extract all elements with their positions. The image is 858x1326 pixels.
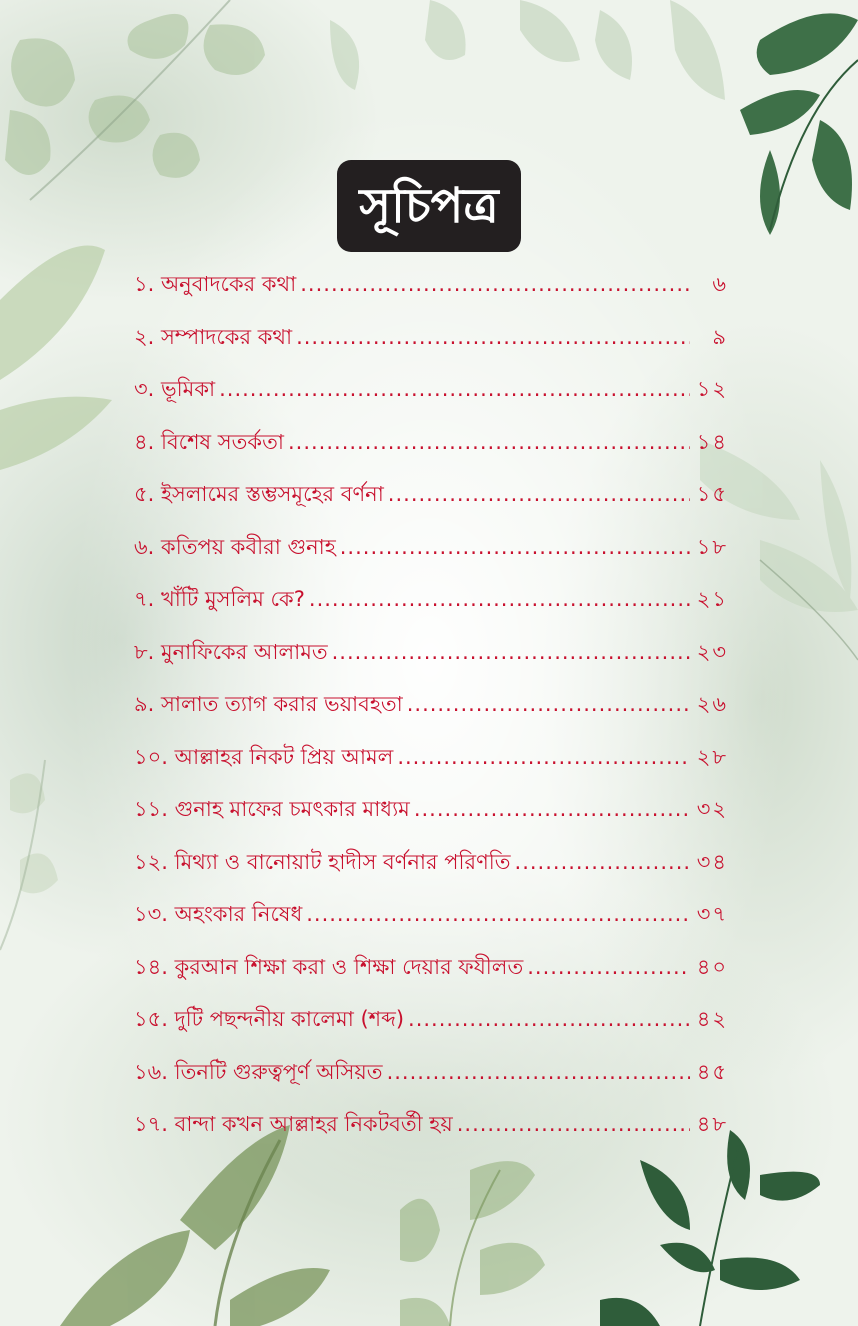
toc-item-page: ৯	[712, 324, 728, 349]
toc-item	[134, 472, 728, 525]
toc-leader-dots	[527, 945, 690, 989]
table-of-contents	[134, 262, 728, 1155]
toc-item	[134, 735, 728, 788]
toc-leader-dots	[457, 1102, 690, 1146]
title-box	[337, 160, 521, 252]
toc-leader-dots	[288, 420, 690, 464]
page-title: সূচিপত্র	[359, 178, 499, 234]
toc-leader-dots	[397, 735, 690, 779]
toc-item-page: ২৮	[696, 744, 728, 769]
toc-item-label: ৬. কতিপয় কবীরা গুনাহ	[134, 534, 336, 559]
toc-item-page: ৬	[712, 272, 728, 296]
toc-leader-dots	[515, 840, 690, 884]
toc-item	[134, 682, 728, 735]
toc-item-label: ২. সম্পাদকের কথা	[134, 324, 293, 349]
toc-item-page: ১৮	[696, 534, 728, 559]
toc-item	[134, 840, 728, 893]
toc-item-page: ৪০	[696, 954, 728, 979]
toc-item-label: ১২. মিথ্যা ও বানোয়াট হাদীস বর্ণনার পরিণতি	[134, 849, 511, 874]
toc-item	[134, 315, 728, 368]
toc-leader-dots	[407, 682, 690, 726]
toc-item-page: ৩৪	[696, 849, 728, 874]
toc-item	[134, 262, 728, 315]
toc-item	[134, 577, 728, 630]
toc-item-page: ৩২	[696, 797, 728, 821]
toc-leader-dots	[414, 787, 690, 831]
toc-item-page: ৩৭	[696, 902, 728, 926]
toc-item	[134, 997, 728, 1050]
toc-item	[134, 367, 728, 420]
toc-item-page: ২১	[696, 587, 728, 611]
toc-item-label: ১০. আল্লাহর নিকট প্রিয় আমল	[134, 744, 394, 769]
toc-leader-dots	[387, 1050, 690, 1094]
toc-leader-dots	[340, 525, 690, 569]
toc-item-page: ১৫	[696, 482, 728, 506]
toc-leader-dots	[408, 997, 690, 1041]
toc-item-page: ১৪	[696, 429, 728, 454]
toc-item-label: ১৬. তিনটি গুরুত্বপূর্ণ অসিয়ত	[134, 1059, 383, 1084]
toc-item-page: ২৩	[696, 639, 728, 664]
toc-leader-dots	[332, 630, 690, 674]
toc-item-label: ১৩. অহংকার নিষেধ	[134, 902, 303, 926]
toc-item-page: ৪২	[696, 1007, 728, 1031]
toc-item	[134, 525, 728, 578]
toc-item-page: ৪৮	[696, 1112, 728, 1136]
toc-item-page: ১২	[696, 377, 728, 401]
toc-item	[134, 1102, 728, 1155]
toc-leader-dots	[296, 315, 690, 359]
toc-leader-dots	[309, 577, 690, 621]
toc-item-label: ১৫. দুটি পছন্দনীয় কালেমা (শব্দ)	[134, 1007, 405, 1031]
toc-item	[134, 630, 728, 683]
toc-leader-dots	[306, 892, 690, 936]
toc-item-label: ৫. ইসলামের স্তম্ভসমূহের বর্ণনা	[134, 482, 384, 506]
toc-item-page: ২৬	[696, 692, 728, 716]
toc-item-label: ৯. সালাত ত্যাগ করার ভয়াবহতা	[134, 692, 403, 716]
toc-leader-dots	[219, 367, 690, 411]
toc-item	[134, 1050, 728, 1103]
toc-item-label: ৮. মুনাফিকের আলামত	[134, 639, 328, 664]
toc-item-page: ৪৫	[696, 1059, 728, 1084]
toc-item-label: ১১. গুনাহ মাফের চমৎকার মাধ্যম	[134, 797, 410, 821]
toc-item-label: ১৪. কুরআন শিক্ষা করা ও শিক্ষা দেয়ার ফযীলত	[134, 954, 524, 979]
toc-item	[134, 420, 728, 473]
toc-leader-dots	[388, 472, 690, 516]
toc-item-label: ৭. খাঁটি মুসলিম কে?	[134, 587, 305, 611]
toc-leader-dots	[300, 262, 690, 306]
toc-item	[134, 892, 728, 945]
toc-item-label: ১. অনুবাদকের কথা	[134, 272, 297, 296]
toc-item-label: ৩. ভূমিকা	[134, 377, 216, 401]
toc-item	[134, 787, 728, 840]
toc-item-label: ৪. বিশেষ সতর্কতা	[134, 429, 284, 454]
toc-item-label: ১৭. বান্দা কখন আল্লাহর নিকটবর্তী হয়	[134, 1112, 453, 1136]
toc-item	[134, 945, 728, 998]
